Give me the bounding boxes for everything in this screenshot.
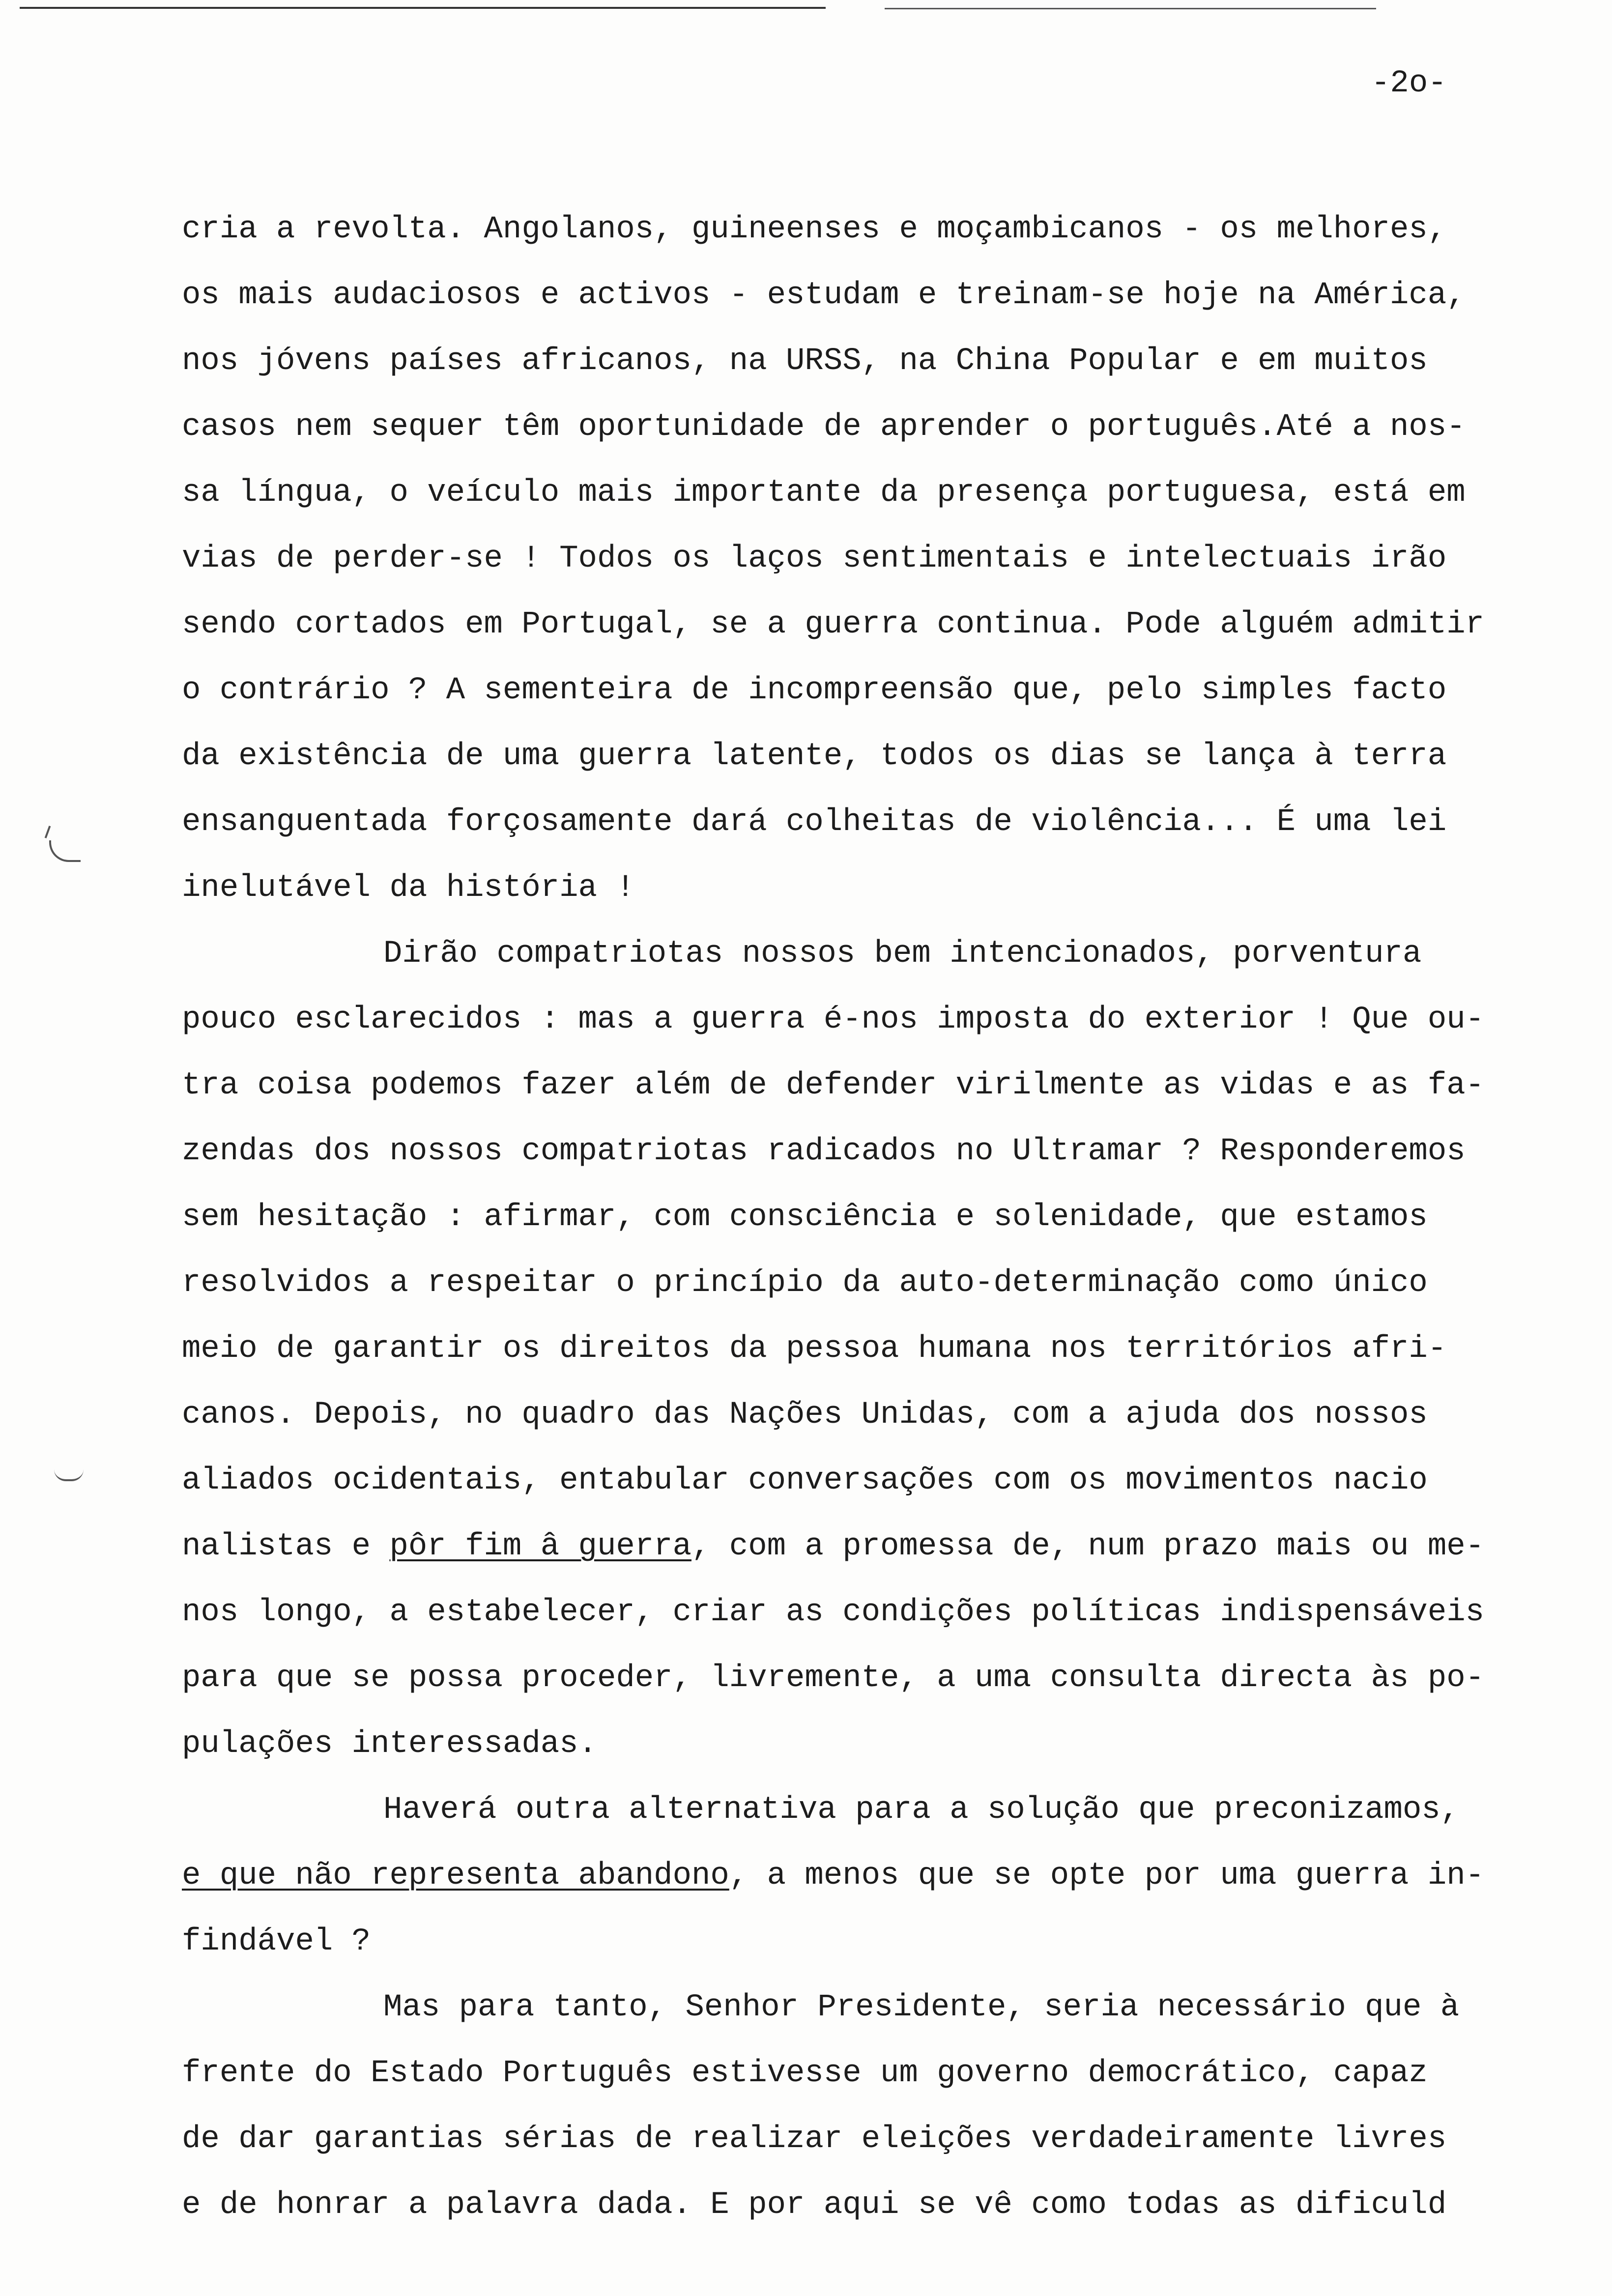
text-line (182, 328, 1587, 394)
text-segment: cria a revolta. Angolanos, guineenses e moçambicanos - os melhores, (182, 212, 1447, 247)
top-edge-line (20, 7, 826, 9)
text-line (182, 921, 1587, 987)
text-segment: nos longo, a estabelecer, criar as condições políticas indispensáveis (182, 1595, 1485, 1630)
text-segment: nalistas e (182, 1529, 390, 1564)
text-line (182, 1514, 1587, 1579)
top-edge-line (885, 8, 1376, 9)
text-segment: sendo cortados em Portugal, se a guerra continua. Pode alguém admitir (182, 607, 1485, 642)
text-segment: tra coisa podemos fazer além de defender virilmente as vidas e as fa- (182, 1068, 1485, 1103)
text-segment: nos jóvens países africanos, na URSS, na China Popular e em muitos (182, 344, 1428, 379)
text-line (182, 1645, 1587, 1711)
text-line (182, 1316, 1587, 1382)
text-segment: pulações interessadas. (182, 1726, 597, 1762)
text-line (182, 2172, 1587, 2238)
text-line (182, 658, 1587, 723)
text-segment: findável ? (182, 1924, 371, 1959)
text-segment: e de honrar a palavra dada. E por aqui se vê como todas as dificuld (182, 2187, 1447, 2223)
text-line (182, 789, 1587, 855)
text-segment: para que se possa proceder, livremente, a uma consulta directa às po- (182, 1661, 1485, 1696)
text-segment: canos. Depois, no quadro das Nações Unidas, com a ajuda dos nossos (182, 1397, 1428, 1433)
text-line (182, 1777, 1587, 1843)
text-segment: Dirão compatriotas nossos bem intencionados, porventura (383, 936, 1422, 972)
underlined-text: e que não representa abandono (182, 1858, 729, 1894)
text-segment: Haverá outra alternativa para a solução que preconizamos, (383, 1792, 1460, 1828)
text-segment: casos nem sequer têm oportunidade de aprender o português.Até a nos- (182, 409, 1466, 445)
text-line (182, 197, 1587, 262)
text-segment: de dar garantias sérias de realizar eleições verdadeiramente livres (182, 2122, 1447, 2157)
text-segment: inelutável da história ! (182, 870, 635, 906)
text-segment: ensanguentada forçosamente dará colheitas de violência... É uma lei (182, 804, 1447, 840)
text-line (182, 2040, 1587, 2106)
text-line (182, 1579, 1587, 1645)
text-segment: frente do Estado Português estivesse um governo democrático, capaz (182, 2056, 1428, 2091)
text-line (182, 2106, 1587, 2172)
text-line (182, 460, 1587, 526)
text-line (182, 1184, 1587, 1250)
text-line (182, 987, 1587, 1053)
underlined-text: pôr fim â guerra (389, 1529, 691, 1564)
text-segment: sem hesitação : afirmar, com consciência e solenidade, que estamos (182, 1200, 1428, 1235)
text-line (182, 1053, 1587, 1119)
text-line (182, 1382, 1587, 1448)
text-segment: meio de garantir os direitos da pessoa humana nos territórios afri- (182, 1331, 1447, 1367)
text-segment: resolvidos a respeitar o princípio da auto-determinação como único (182, 1265, 1428, 1301)
text-segment: aliados ocidentais, entabular conversações com os movimentos nacio (182, 1463, 1428, 1498)
text-line (182, 1909, 1587, 1975)
margin-mark (45, 826, 51, 838)
page-number: -2o- (1371, 66, 1447, 101)
text-line (182, 1711, 1587, 1777)
text-line (182, 1250, 1587, 1316)
text-segment: , a menos que se opte por uma guerra in- (729, 1858, 1485, 1894)
margin-mark (54, 1469, 84, 1481)
text-segment: sa língua, o veículo mais importante da presença portuguesa, está em (182, 475, 1466, 511)
text-segment: zendas dos nossos compatriotas radicados no Ultramar ? Responderemos (182, 1134, 1466, 1169)
text-segment: da existência de uma guerra latente, todos os dias se lança à terra (182, 739, 1447, 774)
text-segment: vias de perder-se ! Todos os laços sentimentais e intelectuais irão (182, 541, 1447, 576)
text-line (182, 1843, 1587, 1909)
margin-mark (49, 840, 81, 862)
text-segment: o contrário ? A sementeira de incompreensão que, pelo simples facto (182, 673, 1447, 708)
text-line (182, 262, 1587, 328)
text-segment: , com a promessa de, num prazo mais ou me- (691, 1529, 1485, 1564)
text-line (182, 1119, 1587, 1184)
text-line (182, 1448, 1587, 1514)
text-line (182, 394, 1587, 460)
text-line (182, 855, 1587, 921)
text-line (182, 1975, 1587, 2040)
text-segment: os mais audaciosos e activos - estudam e treinam-se hoje na América, (182, 278, 1466, 313)
text-line (182, 592, 1587, 658)
typed-body-text (182, 197, 1587, 2238)
text-line (182, 526, 1587, 592)
text-segment: pouco esclarecidos : mas a guerra é-nos imposta do exterior ! Que ou- (182, 1002, 1485, 1037)
text-line (182, 723, 1587, 789)
text-segment: Mas para tanto, Senhor Presidente, seria necessário que à (383, 1990, 1460, 2025)
